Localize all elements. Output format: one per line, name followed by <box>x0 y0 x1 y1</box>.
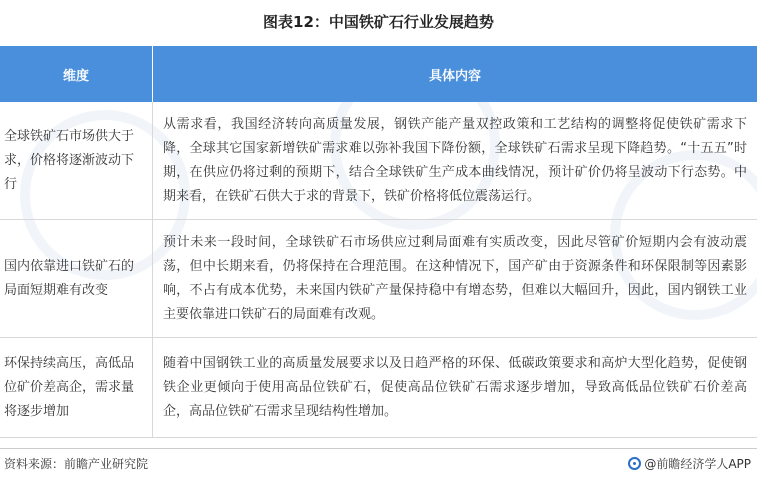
row-dimension: 全球铁矿石市场供大于求，价格将逐渐波动下行 <box>0 102 153 220</box>
brand-label: @前瞻经济学人APP <box>644 455 751 472</box>
row-content: 随着中国钢铁工业的高质量发展要求以及日趋严格的环保、低碳政策要求和高炉大型化趋势，促使钢铁企业更倾向于使用高品位铁矿石，促使高品位铁矿石需求逐步增加，导致高低品位铁矿石价差高企，高品位铁矿石需求呈现结构性增加。 <box>153 338 757 438</box>
row-content: 预计未来一段时间，全球铁矿石市场供应过剩局面难有实质改变，因此尽管矿价短期内会有波动震荡，但中长期来看，仍将保持在合理范围。在这种情况下，国产矿由于资源条件和环保限制等因素影响，不占有成本优势，未来国内铁矿产量保持稳中有增态势，但难以大幅回升，因此，国内钢铁工业主要依靠进口铁矿石的局面难有改观。 <box>153 220 757 338</box>
column-header-content: 具体内容 <box>153 46 757 102</box>
row-dimension: 环保持续高压，高低品位矿价差高企，需求量将逐步增加 <box>0 338 153 438</box>
column-header-dimension: 维度 <box>0 46 153 102</box>
row-dimension: 国内依靠进口铁矿石的局面短期难有改变 <box>0 220 153 338</box>
table-row <box>0 338 757 438</box>
table-header-row <box>0 46 757 102</box>
trend-table-container <box>0 46 757 438</box>
table-row <box>0 220 757 338</box>
source-note: 资料来源：前瞻产业研究院 <box>0 455 148 472</box>
qianzhan-logo-icon <box>628 457 641 470</box>
trend-table <box>0 46 757 438</box>
table-row <box>0 102 757 220</box>
brand-credit <box>628 455 757 472</box>
row-content: 从需求看，我国经济转向高质量发展，钢铁产能产量双控政策和工艺结构的调整将促使铁矿需求下降，全球其它国家新增铁矿需求难以弥补我国下降份额，全球铁矿石需求呈现下降趋势。“十五五”时期，在供应仍将过剩的预期下，结合全球铁矿生产成本曲线情况，预计矿价仍将呈波动下行态势。中期来看，在铁矿石供大于求的背景下，铁矿价格将低位震荡运行。 <box>153 102 757 220</box>
footer <box>0 448 757 477</box>
page-title: 图表12：中国铁矿石行业发展趋势 <box>0 0 757 42</box>
